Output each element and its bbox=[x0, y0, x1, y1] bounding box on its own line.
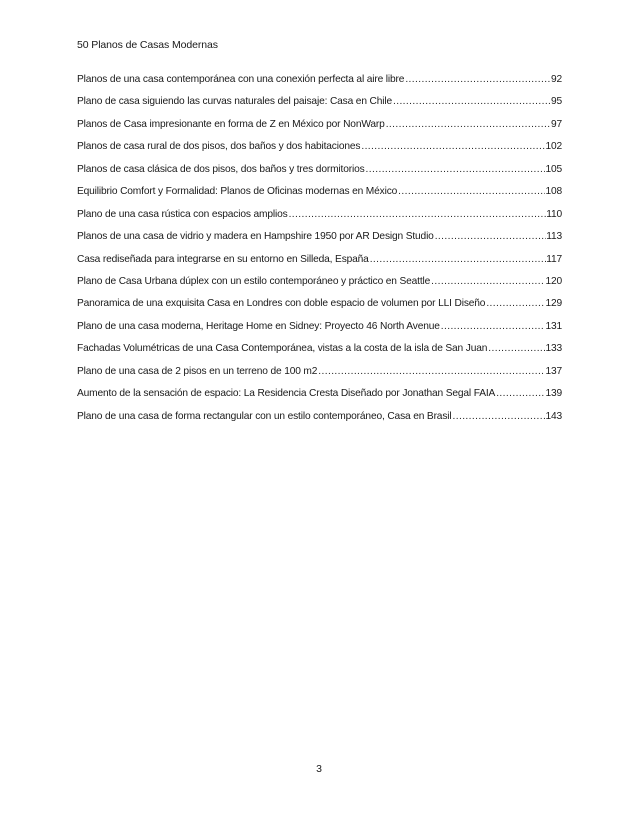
toc-entry[interactable] bbox=[77, 343, 562, 365]
toc-entry[interactable] bbox=[77, 186, 562, 208]
toc-entry-title: Planos de casa rural de dos pisos, dos baños y dos habitaciones bbox=[77, 141, 361, 153]
toc-entry-title: Planos de casa clásica de dos pisos, dos baños y tres dormitorios bbox=[77, 163, 365, 175]
toc-dot-leader bbox=[430, 276, 545, 287]
toc-dot-leader bbox=[288, 209, 547, 220]
toc-entry-title: Planos de una casa de vidrio y madera en Hampshire 1950 por AR Design Studio bbox=[77, 231, 434, 243]
toc-entry[interactable] bbox=[77, 276, 562, 298]
toc-dot-leader bbox=[487, 343, 545, 354]
toc-entry-title: Plano de Casa Urbana dúplex con un estilo contemporáneo y práctico en Seattle bbox=[77, 275, 431, 287]
toc-entry-page: 131 bbox=[545, 320, 562, 332]
toc-entry-page: 117 bbox=[546, 253, 562, 265]
toc-entry-title: Equilibrio Comfort y Formalidad: Planos de Oficinas modernas en México bbox=[77, 186, 398, 198]
toc-entry-title: Casa rediseñada para integrarse en su entorno en Silleda, España bbox=[77, 253, 369, 265]
page-number: 3 bbox=[316, 763, 322, 775]
toc-dot-leader bbox=[365, 164, 546, 175]
toc-dot-leader bbox=[404, 74, 551, 85]
toc-entry[interactable] bbox=[77, 254, 562, 276]
table-of-contents bbox=[77, 74, 562, 433]
toc-entry[interactable] bbox=[77, 141, 562, 163]
toc-entry[interactable] bbox=[77, 119, 562, 141]
toc-dot-leader bbox=[485, 298, 545, 309]
toc-entry[interactable] bbox=[77, 231, 562, 253]
toc-entry[interactable] bbox=[77, 411, 562, 433]
toc-dot-leader bbox=[360, 141, 545, 152]
toc-entry-title: Fachadas Volumétricas de una Casa Contemporánea, vistas a la costa de la isla de San Juan bbox=[77, 343, 488, 355]
toc-entry-page: 95 bbox=[550, 96, 562, 108]
toc-entry-page: 105 bbox=[545, 163, 562, 175]
toc-entry-page: 120 bbox=[545, 275, 562, 287]
running-header: 50 Planos de Casas Modernas bbox=[77, 39, 218, 51]
toc-entry-page: 139 bbox=[545, 388, 562, 400]
toc-dot-leader bbox=[452, 411, 546, 422]
toc-dot-leader bbox=[369, 254, 547, 265]
toc-entry[interactable] bbox=[77, 96, 562, 118]
toc-entry-title: Plano de una casa de forma rectangular con un estilo contemporáneo, Casa en Brasil bbox=[77, 410, 452, 422]
toc-entry-title: Panoramica de una exquisita Casa en Londres con doble espacio de volumen por LLI Diseño bbox=[77, 298, 486, 310]
toc-entry-title: Plano de una casa rústica con espacios amplios bbox=[77, 208, 288, 220]
toc-entry-page: 108 bbox=[545, 186, 562, 198]
toc-entry[interactable] bbox=[77, 388, 562, 410]
toc-dot-leader bbox=[440, 321, 546, 332]
toc-entry-title: Planos de una casa contemporánea con una conexión perfecta al aire libre bbox=[77, 74, 405, 85]
toc-dot-leader bbox=[317, 366, 545, 377]
toc-dot-leader bbox=[495, 388, 545, 399]
toc-dot-leader bbox=[385, 119, 551, 130]
toc-entry-page: 133 bbox=[545, 343, 562, 355]
toc-entry[interactable] bbox=[77, 366, 562, 388]
toc-entry-title: Plano de casa siguiendo las curvas naturales del paisaje: Casa en Chile bbox=[77, 96, 392, 108]
toc-entry-page: 102 bbox=[545, 141, 562, 153]
toc-entry-title: Planos de Casa impresionante en forma de Z en México por NonWarp bbox=[77, 118, 385, 130]
toc-dot-leader bbox=[397, 186, 545, 197]
toc-entry-page: 97 bbox=[550, 118, 562, 130]
toc-entry-page: 113 bbox=[546, 231, 562, 243]
toc-entry[interactable] bbox=[77, 209, 562, 231]
toc-entry[interactable] bbox=[77, 164, 562, 186]
toc-dot-leader bbox=[434, 231, 547, 242]
toc-entry-title: Plano de una casa de 2 pisos en un terreno de 100 m2 bbox=[77, 365, 318, 377]
toc-entry-page: 110 bbox=[546, 208, 562, 220]
toc-entry-page: 137 bbox=[545, 365, 562, 377]
toc-entry-page: 143 bbox=[545, 410, 562, 422]
toc-entry-title: Aumento de la sensación de espacio: La Residencia Cresta Diseñado por Jonathan Segal FAIA bbox=[77, 388, 496, 400]
toc-entry-page: 129 bbox=[545, 298, 562, 310]
toc-entry[interactable] bbox=[77, 74, 562, 96]
toc-dot-leader bbox=[392, 96, 551, 107]
toc-entry-page: 92 bbox=[550, 74, 562, 85]
toc-entry[interactable] bbox=[77, 298, 562, 320]
toc-entry-title: Plano de una casa moderna, Heritage Home en Sidney: Proyecto 46 North Avenue bbox=[77, 320, 440, 332]
toc-entry[interactable] bbox=[77, 321, 562, 343]
